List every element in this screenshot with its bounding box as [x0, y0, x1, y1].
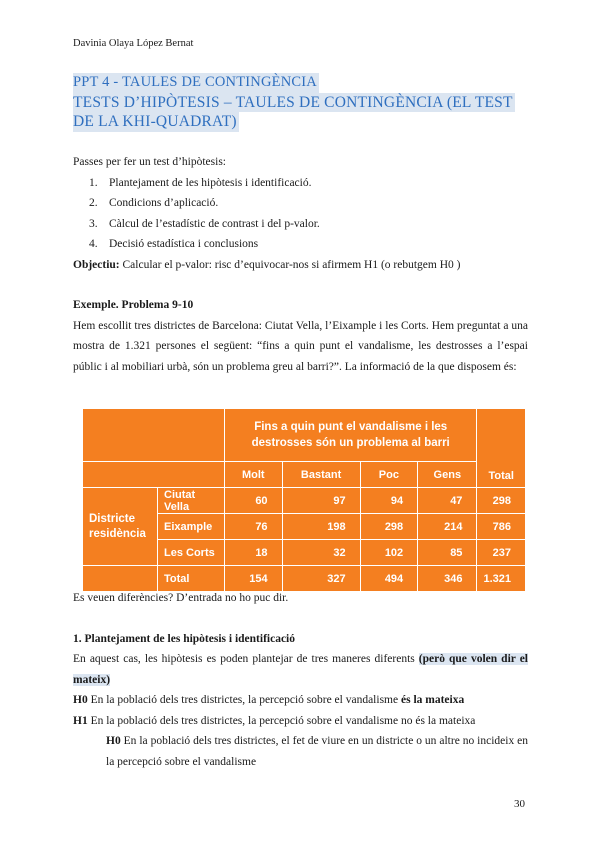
step-item	[73, 193, 528, 214]
objective-text: Calcular el p-valor: risc d’equivocar-nos si afirmem H1 (o rebutgem H0 )	[119, 258, 461, 271]
document-body	[73, 152, 528, 377]
row-label: Ciutat Vella	[158, 488, 225, 514]
row-label: Eixample	[158, 514, 225, 540]
cell: 47	[418, 488, 477, 514]
step-item	[73, 214, 528, 235]
col-header: Gens	[418, 462, 477, 488]
hypothesis-h1	[73, 711, 528, 732]
col-header: Poc	[360, 462, 418, 488]
total-cell: 494	[360, 566, 418, 592]
h0-alt-label: H0	[106, 735, 121, 747]
section1-title-text: 1. Plantejament de les hipòtesis i identificació	[73, 632, 295, 645]
h1-label: H1	[73, 714, 88, 727]
h1-text: En la població dels tres districtes, la percepció sobre el vandalisme no és la mateixa	[87, 714, 476, 727]
cell: 298	[477, 488, 526, 514]
document-body-2	[73, 588, 528, 772]
section1-text	[73, 649, 528, 690]
cell: 102	[360, 540, 418, 566]
cell: 85	[418, 540, 477, 566]
example-text: Hem escollit tres districtes de Barcelona: Ciutat Vella, l’Eixample i les Corts. Hem preguntat a una mostra de 1.321 persones el següent: “fins a quin punt el vandalisme, les destrosses a l’espai públic i al mobiliari urbà, són un problema greu al barri?”. La informació de la que disposem és:	[73, 319, 528, 373]
total-label: Total	[158, 566, 225, 592]
total-cell: 346	[418, 566, 477, 592]
step-text: Càlcul de l’estadístic de contrast i del p-valor.	[109, 217, 320, 230]
total-cell: 1.321	[477, 566, 526, 592]
h0-text: En la població dels tres districtes, la percepció sobre el vandalisme	[87, 694, 401, 706]
h0-text-bold: és la mateixa	[400, 694, 465, 706]
col-header: Molt	[224, 462, 282, 488]
author-header: Davinia Olaya López Bernat	[73, 38, 194, 49]
step-text: Plantejament de les hipòtesis i identificació.	[109, 176, 312, 189]
page-number: 30	[514, 798, 525, 810]
section1-title	[73, 629, 528, 650]
step-text: Decisió estadística i conclusions	[109, 238, 259, 250]
section1-text-highlight: (però que volen dir el mateix)	[73, 653, 529, 686]
step-item	[73, 173, 528, 194]
after-table-text: Es veuen diferències? D’entrada no ho puc dir.	[73, 592, 289, 604]
table-corner	[83, 409, 225, 462]
cell: 97	[282, 488, 360, 514]
cell: 94	[360, 488, 418, 514]
table-row	[83, 488, 526, 514]
document-title	[73, 73, 533, 132]
total-cell: 154	[224, 566, 282, 592]
cell: 214	[418, 514, 477, 540]
step-text: Condicions d’aplicació.	[109, 197, 219, 209]
steps-list	[73, 173, 528, 255]
example-title-text: Exemple. Problema 9-10	[73, 299, 194, 311]
h0-alt-text: En la població dels tres districtes, el fet de viure en un districte o un altre no incideix en la percepció sobre el vandalisme	[106, 735, 528, 768]
cell: 298	[360, 514, 418, 540]
col-header-total: Total	[477, 409, 526, 488]
title-line-2: TESTS D’HIPÒTESIS – TAULES DE CONTINGÈNCIA (EL TEST	[73, 93, 513, 111]
cell: 198	[282, 514, 360, 540]
row-group-label: Districte residència	[83, 488, 158, 566]
title-line-1: PPT 4 - TAULES DE CONTINGÈNCIA	[73, 73, 319, 93]
step-number: 1.	[89, 176, 98, 189]
objective	[73, 255, 528, 276]
table-header: Fins a quin punt el vandalisme i les destrosses són un problema al barri	[224, 409, 476, 462]
step-number: 3.	[89, 217, 98, 230]
cell: 32	[282, 540, 360, 566]
contingency-table	[82, 408, 526, 592]
cell: 60	[224, 488, 282, 514]
title-line-3: DE LA KHI-QUADRAT)	[73, 113, 237, 130]
total-cell: 327	[282, 566, 360, 592]
steps-title: Passes per fer un test d’hipòtesis:	[73, 156, 226, 168]
table-corner-2	[83, 462, 225, 488]
section1-text-a: En aquest cas, les hipòtesis es poden plantejar de tres maneres diferents	[73, 653, 419, 665]
hypothesis-h0	[73, 690, 528, 711]
cell: 76	[224, 514, 282, 540]
cell: 237	[477, 540, 526, 566]
col-header: Bastant	[282, 462, 360, 488]
example-title	[73, 295, 528, 316]
h0-label: H0	[73, 694, 88, 706]
row-label: Les Corts	[158, 540, 225, 566]
objective-label: Objectiu:	[73, 258, 120, 271]
cell: 18	[224, 540, 282, 566]
step-number: 2.	[89, 197, 98, 209]
step-number: 4.	[89, 238, 98, 250]
cell: 786	[477, 514, 526, 540]
step-item	[73, 234, 528, 255]
hypothesis-h0-alt	[73, 731, 528, 772]
